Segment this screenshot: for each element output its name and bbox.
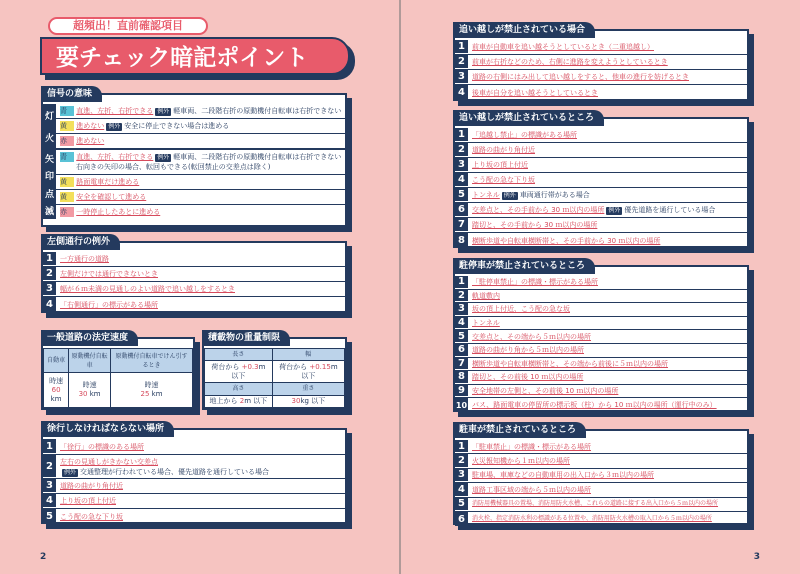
signal-row: 赤 進めない bbox=[60, 137, 105, 145]
list-item: 2 左右の見通しがきかない交差点 例外 交通整理が行われている場合、優先道路を通行している場合 bbox=[43, 455, 345, 479]
list-item: 4 こう配の急な下り坂 bbox=[455, 173, 747, 188]
right-page bbox=[401, 0, 800, 574]
list-item: 4 「右側通行」の標示がある場所 bbox=[43, 297, 345, 312]
stop-header: 駐停車が禁止されているところ bbox=[453, 258, 595, 274]
list-item: 6 消火栓、指定消防水利の標識がある位置や、消防用防火水槽の取入口から５ｍ以内の場所 bbox=[455, 512, 747, 526]
list-item: 10 バス、路面電車の停留所の標示板（柱）から 10 ｍ以内の場所（運行中のみ） bbox=[455, 398, 747, 412]
list-item: 7 横断歩道や自転車横断帯と、その端から前後に５ｍ以内の場所 bbox=[455, 358, 747, 372]
overtake-box bbox=[453, 25, 749, 101]
list-item: 3 駐車場、車庫などの自動車用の出入口から３ｍ以内の場所 bbox=[455, 469, 747, 483]
signal-light-group bbox=[43, 104, 345, 150]
signal-arrow-group bbox=[43, 150, 345, 219]
slow-header: 徐行しなければならない場所 bbox=[41, 421, 174, 437]
signal-row: 黄 進めない 例外 安全に停止できない場合は進める bbox=[56, 119, 345, 134]
signals-box bbox=[41, 89, 347, 227]
list-item: 1 「駐車禁止」の標識・標示がある場所 bbox=[455, 440, 747, 454]
list-item: 5 こう配の急な下り坂 bbox=[43, 509, 345, 524]
left-side-box bbox=[41, 237, 347, 313]
list-item: 5 交差点と、その端から５ｍ以内の場所 bbox=[455, 330, 747, 344]
list-item: 7 踏切と、その手前から 30 ｍ以内の場所 bbox=[455, 218, 747, 233]
page-number: 2 bbox=[40, 552, 47, 562]
page-title: 要チェック暗記ポイント bbox=[40, 37, 350, 75]
list-item: 4 トンネル bbox=[455, 317, 747, 331]
list-item: 2 道路の曲がり角付近 bbox=[455, 143, 747, 158]
speed-moped-tow: 時速 25 km bbox=[111, 373, 193, 408]
signal-row: 青 直進、左折、右折できる 例外 軽車両、二段階右折の原動機付自転車は右折できない bbox=[56, 104, 345, 119]
left-side-header: 左側通行の例外 bbox=[41, 234, 120, 250]
signal-arrow-label: 矢 印 点 滅 bbox=[43, 150, 56, 219]
signal-row: 黄 安全を確認して進める bbox=[56, 190, 345, 205]
list-item: 1 前車が自動車を追い越そうとしているとき（二重追越し） bbox=[455, 40, 747, 55]
list-item: 2 火災報知機から１ｍ以内の場所 bbox=[455, 454, 747, 468]
park-box bbox=[453, 425, 749, 525]
park-header: 駐車が禁止されているところ bbox=[453, 422, 586, 438]
overtake-place-header: 追い越しが禁止されているところ bbox=[453, 110, 604, 126]
signals-header: 信号の意味 bbox=[41, 86, 102, 102]
list-item: 2 前車が右折などのため、右側に進路を変えようとしているとき bbox=[455, 55, 747, 70]
speed-moped: 時速 30 km bbox=[69, 373, 111, 408]
list-item: 3 幅が６ｍ未満の見通しのよい道路で追い越しをするとき bbox=[43, 282, 345, 297]
list-item: 9 安全地帯の左側と、その前後 10 ｍ以内の場所 bbox=[455, 385, 747, 399]
list-item: 3 道路の曲がり角付近 bbox=[43, 479, 345, 494]
overtake-place-box bbox=[453, 113, 749, 248]
list-item: 3 上り坂の頂上付近 bbox=[455, 158, 747, 173]
list-item: 2 軌道敷内 bbox=[455, 290, 747, 304]
list-item: 1 「追越し禁止」の標識がある場所 bbox=[455, 128, 747, 143]
list-item: 6 交差点と、その手前から 30 ｍ以内の場所 例外 優先道路を通行している場合 bbox=[455, 203, 747, 218]
page-number: 3 bbox=[753, 552, 760, 562]
signal-row: 赤 一時停止したあとに進める bbox=[60, 208, 161, 216]
list-item: 1 「徐行」の標識のある場所 bbox=[43, 439, 345, 455]
list-item: 4 道路工事区域の端から５ｍ以内の場所 bbox=[455, 483, 747, 497]
speed-car: 時速 60 km bbox=[44, 373, 69, 408]
slow-box bbox=[41, 424, 347, 524]
list-item: 6 道路の曲がり角から５ｍ以内の場所 bbox=[455, 344, 747, 358]
list-item: 1 「駐停車禁止」の標識・標示がある場所 bbox=[455, 276, 747, 290]
stop-box bbox=[453, 261, 749, 412]
list-item: 2 左側だけでは通行できないとき bbox=[43, 267, 345, 282]
list-item: 3 道路の右側にはみ出して追い越しをすると、他車の進行を妨げるとき bbox=[455, 70, 747, 85]
list-item: 5 トンネル 例外 車両通行帯がある場合 bbox=[455, 188, 747, 203]
speed-box: 一般道路の法定速度 自動車 原動機付自転車 原動機付自転車でけん引するとき 時速 60 km 時速 30 km 時速 25 km bbox=[41, 337, 195, 410]
left-page bbox=[0, 0, 399, 574]
speed-header: 一般道路の法定速度 bbox=[41, 330, 138, 346]
overtake-header: 追い越しが禁止されている場合 bbox=[453, 22, 595, 38]
load-header: 積載物の重量制限 bbox=[202, 330, 290, 346]
list-item: 8 踏切と、その前後 10 ｍ以内の場所 bbox=[455, 371, 747, 385]
list-item: 8 横断歩道や自転車横断帯と、その手前から 30 ｍ以内の場所 bbox=[455, 233, 747, 248]
list-item: 5 消防用機械器具の置場、消防用防火水槽、これらの道路に接する出入口から５ｍ以内の場所 bbox=[455, 498, 747, 512]
list-item: 3 坂の頂上付近、こう配の急な坂 bbox=[455, 303, 747, 317]
signal-light-label: 灯 火 bbox=[43, 104, 56, 148]
list-item: 1 一方通行の道路 bbox=[43, 252, 345, 267]
signal-row: 青 直進、左折、右折できる 例外 軽車両、二段階右折の原動機付自転車は右折できない 右向きの矢印の場合、転回もできる(転回禁止の交差点は除く) bbox=[56, 150, 345, 175]
title-tag: 超頻出！直前確認項目 bbox=[48, 17, 208, 35]
list-item: 4 上り坂の頂上付近 bbox=[43, 494, 345, 509]
load-box: 積載物の重量制限 長さ 幅 荷台から +0.3m 以下 荷台から +0.15m 以下 高さ 重さ 地上から 2m 以下 30kg 以下 bbox=[202, 337, 347, 410]
signal-row: 黄 路面電車だけ進める bbox=[56, 175, 345, 190]
list-item: 4 後車が自分を追い越そうとしているとき bbox=[455, 85, 747, 100]
